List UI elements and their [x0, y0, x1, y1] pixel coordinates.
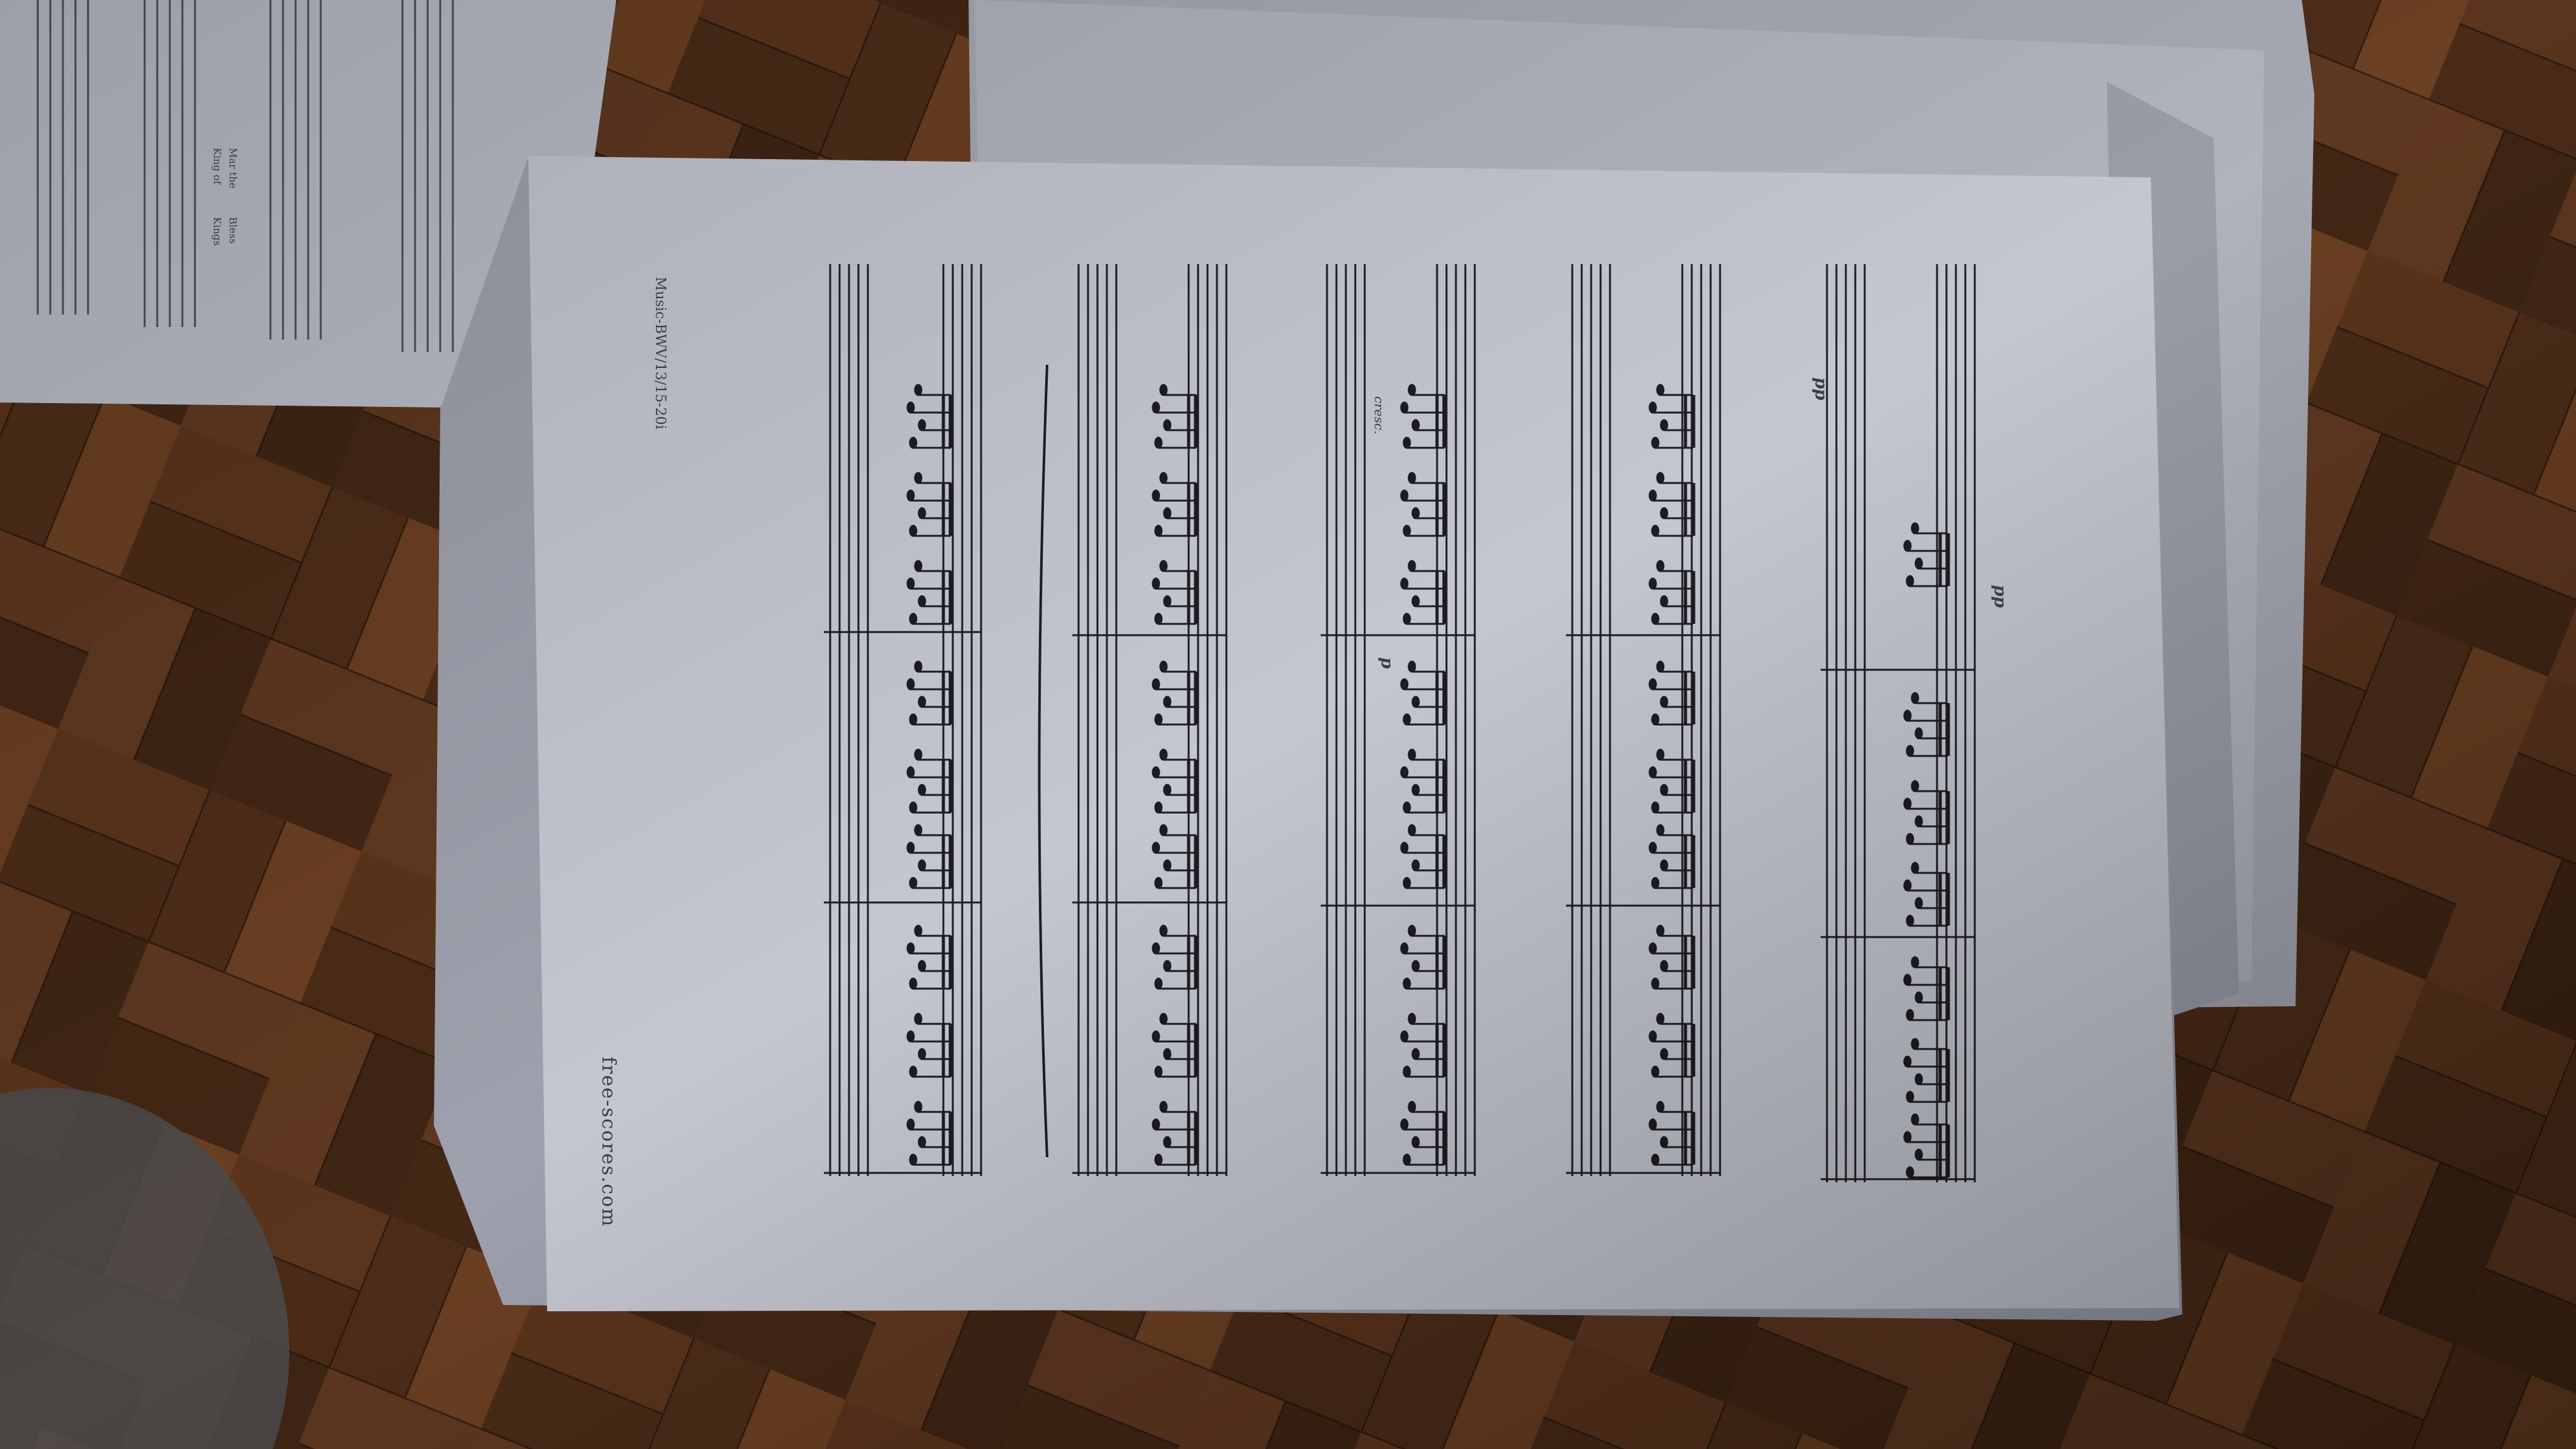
dynamic-mark: pp — [1811, 377, 1830, 401]
dynamic-mark: p — [1377, 657, 1396, 669]
dynamic-mark: pp — [1990, 585, 2009, 608]
lyric: Mar the — [227, 148, 239, 189]
dynamic-mark: cresc. — [1372, 396, 1387, 435]
lyric: King of — [211, 148, 223, 185]
score-footer-right: free-scores.com — [597, 1057, 619, 1228]
score-footer-left: Music-BWV/13/15-20i — [652, 277, 668, 430]
lyric: Bless — [227, 217, 239, 244]
lyric: Kings — [211, 217, 223, 246]
